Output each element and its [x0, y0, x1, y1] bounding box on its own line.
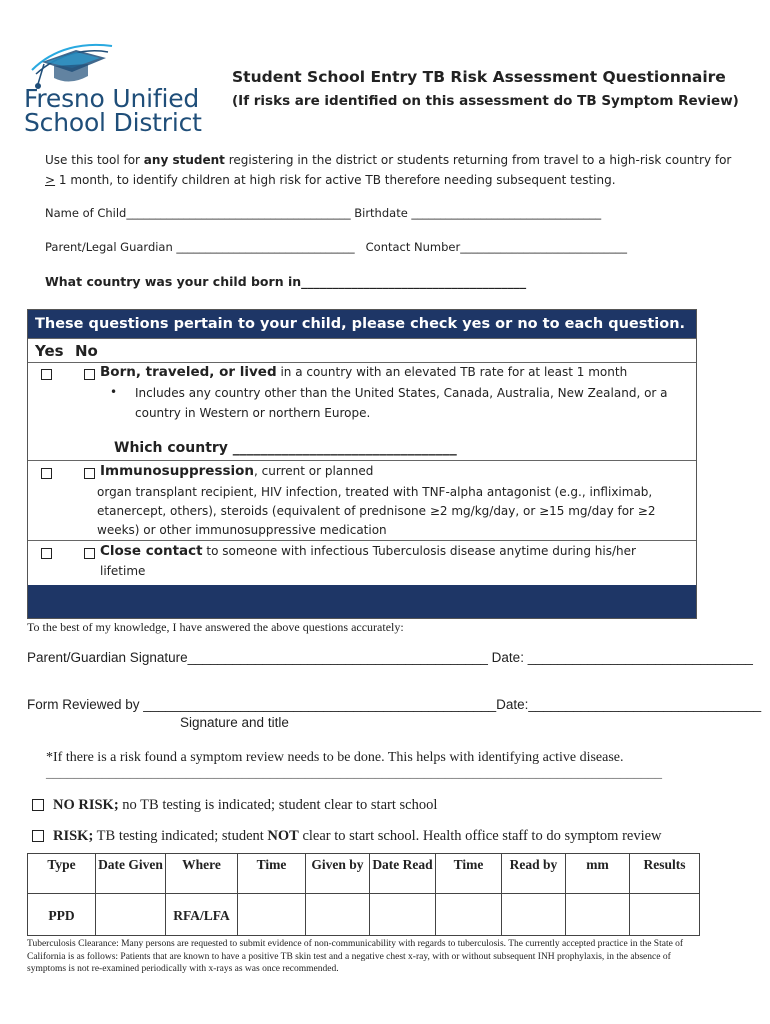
results-data-row: [28, 894, 700, 936]
country-born-field[interactable]: What country was your child born in____________________________________: [45, 274, 527, 289]
no-risk-bold: NO RISK;: [53, 797, 119, 813]
risk-bold: RISK;: [53, 828, 94, 844]
intro-part-1: Use this tool for: [45, 153, 144, 167]
q1-bullet-1: Includes any country other than the United States, Canada, Australia, New Zealand, or a: [135, 386, 668, 400]
logo-line-1: Fresno Unified: [24, 84, 200, 113]
risk-rest-2: clear to start school. Health office staff to do symptom review: [298, 828, 662, 844]
intro-bold: any student: [143, 153, 225, 167]
q2-no-checkbox[interactable]: [84, 468, 95, 479]
q3-yes-checkbox[interactable]: [41, 548, 52, 559]
q2-yes-checkbox[interactable]: [41, 468, 52, 479]
type-cell: PPD: [28, 894, 96, 936]
q1-text: [100, 364, 627, 380]
divider: [28, 540, 696, 541]
form-reviewed-line[interactable]: Form Reviewed by _______________________________________________Date:_______________________________: [27, 697, 762, 712]
header-cell: Time: [436, 854, 502, 894]
name-of-child-field[interactable]: Name of Child_______________________________________ Birthdate _________________________________: [45, 206, 602, 220]
given-by-cell[interactable]: [306, 894, 370, 936]
risk-option: [53, 828, 662, 845]
questions-header: These questions pertain to your child, please check yes or no to each question.: [28, 310, 696, 338]
q3-rest: to someone with infectious Tuberculosis disease anytime during his/her: [202, 544, 636, 558]
q2-rest: , current or planned: [254, 464, 374, 478]
q3-detail-1: lifetime: [100, 564, 146, 578]
separator-line: ________________________________________________________________________________________: [46, 766, 662, 781]
header-cell: Time: [238, 854, 306, 894]
q2-detail-2: etanercept, others), steroids (equivalent of prednisone ≥2 mg/kg/day, or ≥15 mg/day for ≥2: [97, 504, 656, 518]
guardian-signature-line[interactable]: Parent/Guardian Signature________________________________________ Date: ______________________________: [27, 650, 753, 665]
questions-table: [27, 309, 697, 619]
questions-footer-bar: [28, 585, 696, 618]
header-cell: Given by: [306, 854, 370, 894]
risk-note: *If there is a risk found a symptom review needs to be done. This helps with identifying active disease.: [46, 750, 624, 765]
q2-bold: Immunosuppression: [100, 463, 255, 479]
q3-bold: Close contact: [100, 543, 203, 559]
district-logo: [24, 40, 220, 135]
logo-line-2: School District: [24, 108, 202, 137]
q2-detail-3: weeks) or other immunosuppressive medication: [97, 523, 387, 537]
footnote: Tuberculosis Clearance: Many persons are requested to submit evidence of non-communicability with regards to tuberculosis. The currently accepted practice in the State of California is as follows: Patients that are known to have a positive TB skin test and a negative chest x-ray, with or without subsequent INH prophylaxis, in the absence of symptoms is not re-examined periodically with x-rays as was once recommended.: [27, 939, 684, 974]
intro-ge: >: [45, 173, 56, 187]
risk-checkbox[interactable]: [32, 830, 44, 842]
header-cell: Read by: [502, 854, 566, 894]
q1-yes-checkbox[interactable]: [41, 369, 52, 380]
q3-text: [100, 543, 636, 559]
q3-no-checkbox[interactable]: [84, 548, 95, 559]
read-by-cell[interactable]: [502, 894, 566, 936]
header-cell: Date Read: [370, 854, 436, 894]
date-given-cell[interactable]: [96, 894, 166, 936]
header-cell: Results: [630, 854, 700, 894]
intro-part-2: registering in the district or students returning from travel to a high-risk country for: [224, 153, 732, 167]
date-read-cell[interactable]: [370, 894, 436, 936]
q1-no-checkbox[interactable]: [84, 369, 95, 380]
attestation: To the best of my knowledge, I have answered the above questions accurately:: [27, 620, 404, 634]
signature-title-label: Signature and title: [180, 715, 289, 730]
header-cell: Type: [28, 854, 96, 894]
header-cell: mm: [566, 854, 630, 894]
q1-which-country[interactable]: Which country ________________________________: [114, 440, 457, 456]
risk-not: NOT: [267, 828, 299, 844]
header-cell: Where: [166, 854, 238, 894]
results-header-row: [28, 854, 700, 894]
time-cell[interactable]: [238, 894, 306, 936]
results-table: [27, 853, 700, 936]
bullet-icon: •: [110, 385, 118, 399]
no-risk-option: [53, 797, 437, 814]
risk-rest-1: TB testing indicated; student: [93, 828, 268, 844]
intro-paragraph: [45, 150, 735, 190]
page-title: Student School Entry TB Risk Assessment Questionnaire: [232, 68, 726, 86]
mm-cell[interactable]: [566, 894, 630, 936]
q2-text: [100, 463, 373, 479]
results-cell[interactable]: [630, 894, 700, 936]
intro-part-3: 1 month, to identify children at high risk for active TB therefore needing subsequent testing.: [55, 173, 616, 187]
no-risk-rest: no TB testing is indicated; student clear to start school: [118, 797, 438, 813]
where-cell[interactable]: RFA/LFA: [166, 894, 238, 936]
no-risk-checkbox[interactable]: [32, 799, 44, 811]
q1-bold: Born, traveled, or lived: [100, 364, 277, 380]
q1-rest: in a country with an elevated TB rate for at least 1 month: [276, 365, 628, 379]
divider: [28, 460, 696, 461]
divider: [28, 338, 696, 339]
col-no: No: [75, 342, 98, 360]
parent-guardian-field[interactable]: Parent/Legal Guardian _______________________________ Contact Number_____________________________: [45, 240, 627, 254]
q1-bullet-2: country in Western or northern Europe.: [135, 406, 371, 420]
header-cell: Date Given: [96, 854, 166, 894]
divider: [28, 362, 696, 363]
time-read-cell[interactable]: [436, 894, 502, 936]
q2-detail-1: organ transplant recipient, HIV infection, treated with TNF-alpha antagonist (e.g., infliximab,: [97, 485, 653, 499]
page-subtitle: (If risks are identified on this assessment do TB Symptom Review): [232, 93, 739, 109]
col-yes: Yes: [35, 342, 64, 360]
